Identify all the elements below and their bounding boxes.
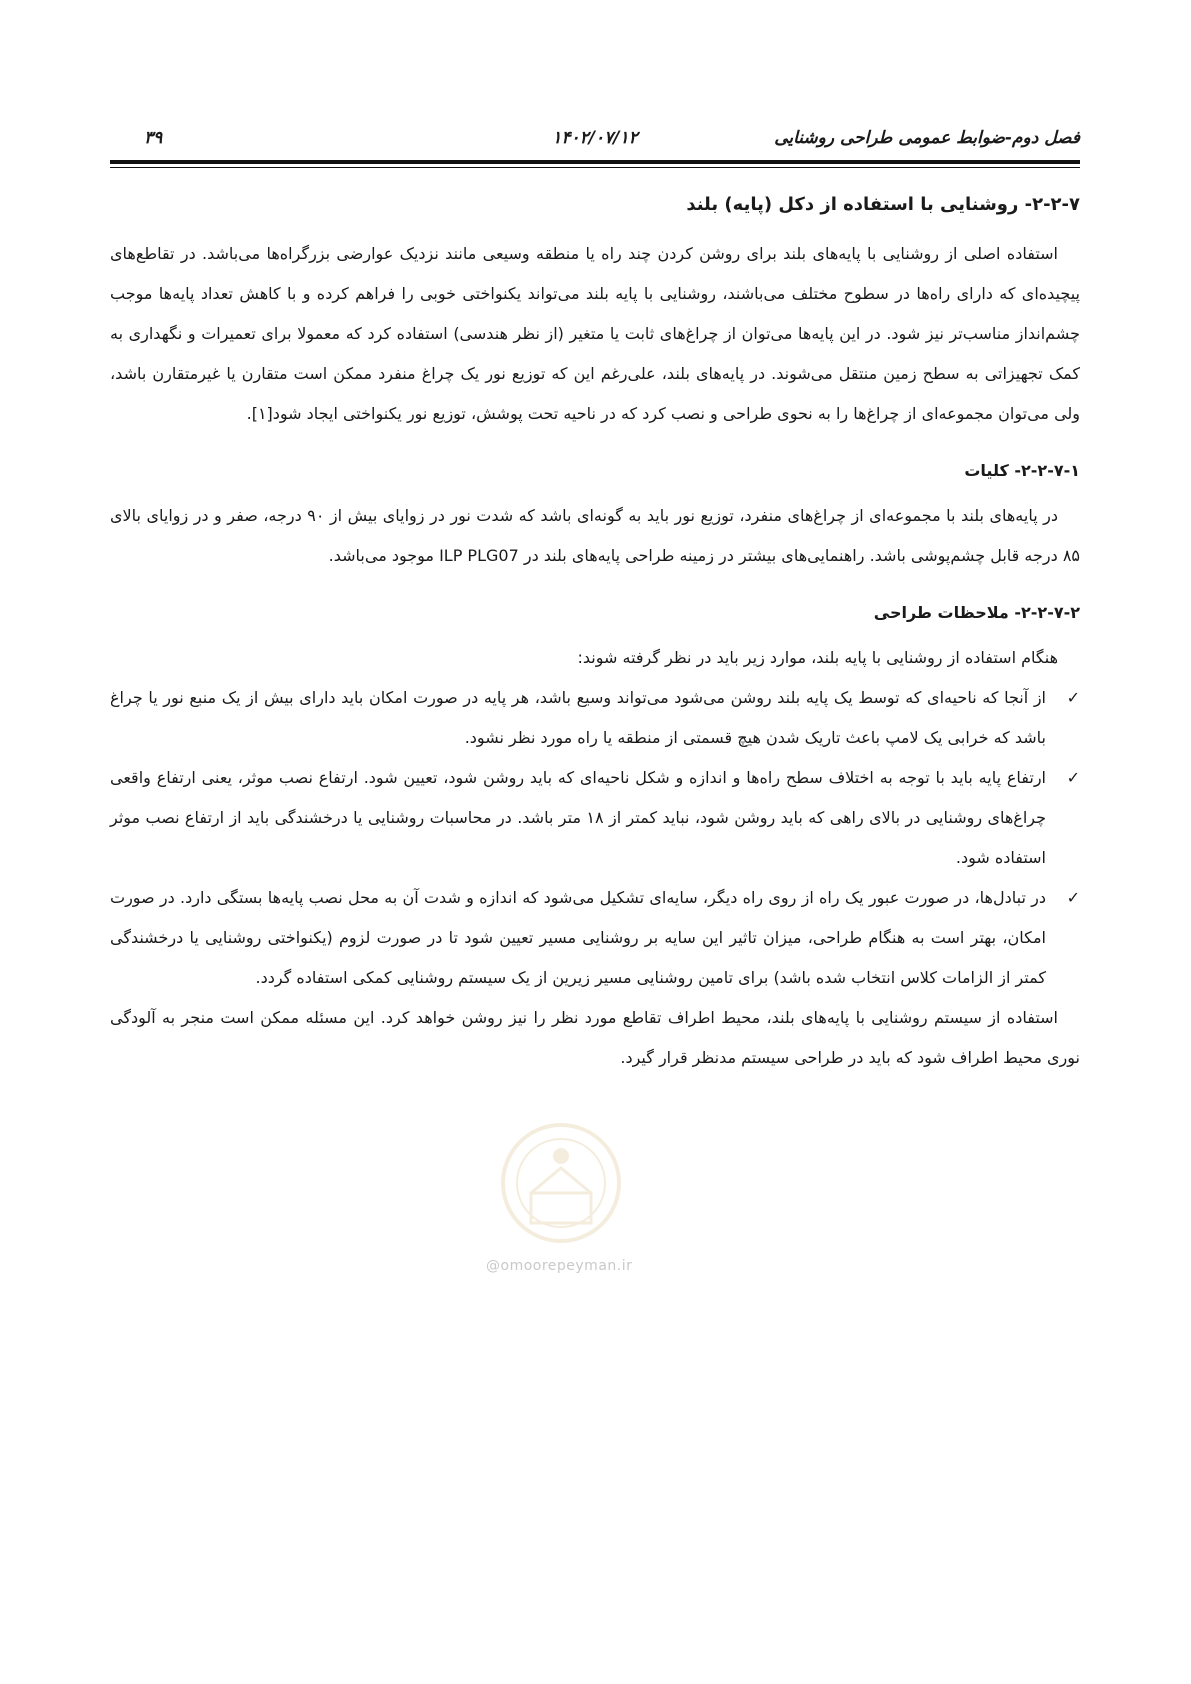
design-checklist <box>110 678 1080 998</box>
subsection-heading-general: ۲-۲-۷-۱- کلیات <box>964 461 1080 480</box>
watermark-seal-icon <box>496 1118 626 1268</box>
subsection-general-paragraph: در پایه‌های بلند با مجموعه‌ای از چراغ‌های منفرد، توزیع نور باید به گونه‌ای باشد که شدت نور در زوایای بیش از ۹۰ درجه، صفر و در زوایای بالای ۸۵ درجه قابل چشم‌پوشی باشد. راهنمایی‌های بیشتر در زمینه طراحی پایه‌های بلند در ILP PLG07 موجود می‌باشد. <box>110 506 1080 565</box>
section-heading: ۲-۲-۷- روشنایی با استفاده از دکل (پایه) بلند <box>686 194 1080 215</box>
check-icon: ✓ <box>1066 768 1080 787</box>
checklist-item <box>110 878 1080 998</box>
design-intro: هنگام استفاده از روشنایی با پایه بلند، موارد زیر باید در نظر گرفته شوند: <box>577 648 1058 667</box>
chapter-title: فصل دوم-ضوابط عمومی طراحی روشنایی <box>774 128 1080 148</box>
header-rule-thick <box>110 160 1080 164</box>
page-content <box>110 188 1080 1078</box>
check-icon: ✓ <box>1066 688 1080 707</box>
page-header <box>110 128 1080 154</box>
checklist-item-text: ارتفاع پایه باید با توجه به اختلاف سطح راه‌ها و اندازه و شکل ناحیه‌ای که باید روشن شود، تعیین شود. ارتفاع نصب موثر، یعنی ارتفاع واقعی چراغ‌های روشنایی در بالای راهی که باید روشن شود، نباید کمتر از ۱۸ متر باشد. در محاسبات روشنایی یا درخشندگی باید از ارتفاع نصب موثر استفاده شود. <box>110 768 1047 867</box>
section-paragraph: استفاده اصلی از روشنایی با پایه‌های بلند برای روشن کردن چند راه یا منطقه وسیعی مانند نزدیک عوارضی بزرگراه‌ها می‌باشد. در تقاطع‌های پیچیده‌ای که دارای راه‌ها در سطوح مختلف می‌باشند، روشنایی با پایه بلند می‌تواند یکنواختی خوبی را فراهم کرده و با کاهش تعداد پایه‌ها موجب چشم‌انداز مناسب‌تر نیز شود. در این پایه‌ها می‌توان از چراغ‌های ثابت یا متغیر (از نظر هندسی) استفاده کرد که معمولا برای تعمیرات و نگهداری به کمک تجهیزاتی به سطح زمین منتقل می‌شوند. در پایه‌های بلند، علی‌رغم این که توزیع نور یک چراغ منفرد ممکن است متقارن یا غیرمتقارن باشد، ولی می‌توان مجموعه‌ای از چراغ‌ها را به نحوی طراحی و نصب کرد که در ناحیه تحت پوشش، توزیع نور یکنواختی ایجاد شود[۱]. <box>110 244 1080 423</box>
checklist-item <box>110 758 1080 878</box>
watermark-text: @omoorepeyman.ir <box>486 1258 633 1274</box>
checklist-item-text: در تبادل‌ها، در صورت عبور یک راه از روی راه دیگر، سایه‌ای تشکیل می‌شود که اندازه و شدت آن به محل نصب پایه‌ها بستگی دارد. در صورت امکان، بهتر است به هنگام طراحی، میزان تاثیر این سایه بر روشنایی مسیر تعیین شود تا در صورت لزوم (یکنواختی روشنایی یا درخشندگی کمتر از الزامات کلاس انتخاب شده باشد) برای تامین روشنایی مسیر زیرین از یک سیستم روشنایی کمکی استفاده گردد. <box>110 888 1046 987</box>
header-date: ۱۴۰۲/۰۷/۱۲ <box>552 128 638 148</box>
checklist-item-text: از آنجا که ناحیه‌ای که توسط یک پایه بلند روشن می‌شود می‌تواند وسیع باشد، هر پایه در صورت امکان باید دارای بیش از یک منبع نور یا چراغ باشد که خرابی یک لامپ باعث تاریک شدن هیچ قسمتی از منطقه یا راه مورد نظر نشود. <box>110 688 1046 747</box>
closing-paragraph: استفاده از سیستم روشنایی با پایه‌های بلند، محیط اطراف تقاطع مورد نظر را نیز روشن خواهد کرد. این مسئله ممکن است منجر به آلودگی نوری محیط اطراف شود که باید در طراحی سیستم مدنظر قرار گیرد. <box>110 1008 1080 1067</box>
check-icon: ✓ <box>1066 888 1080 907</box>
subsection-heading-design: ۲-۲-۷-۲- ملاحظات طراحی <box>873 603 1080 622</box>
checklist-item <box>110 678 1080 758</box>
page-number: ۳۹ <box>144 128 163 148</box>
header-rule-thin <box>110 167 1080 168</box>
